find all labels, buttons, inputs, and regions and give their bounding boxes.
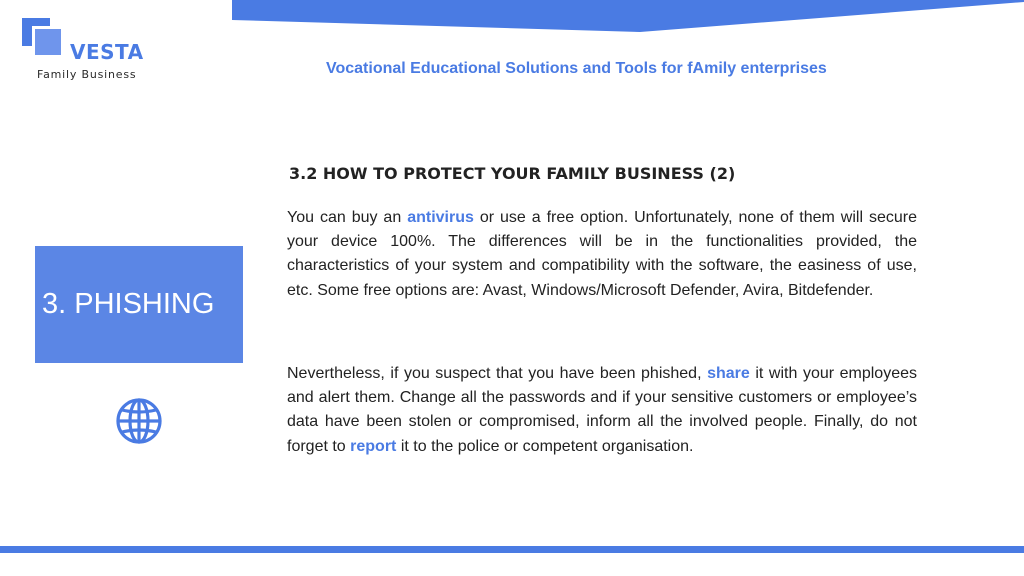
highlight-antivirus: antivirus: [407, 209, 474, 226]
paragraph-antivirus: [287, 206, 917, 303]
para2-text-1: Nevertheless, if you suspect that you have been phished,: [287, 365, 708, 382]
para1-text-1: You can buy an: [287, 209, 408, 226]
highlight-share: share: [707, 365, 750, 382]
highlight-report: report: [350, 437, 397, 455]
header-title: Vocational Educational Solutions and Tools for fAmily enterprises: [326, 60, 827, 77]
section-box: [35, 246, 243, 363]
paragraph-response: [287, 362, 917, 459]
bottom-decorative-bar: [0, 546, 1024, 553]
para2-text-3: it to the police or competent organisation.: [396, 437, 694, 455]
section-label: 3. PHISHING: [42, 288, 215, 320]
para2-text-2: it with your employees and alert them. Change all the passwords and if your sensitive customers or employee’s data have been stolen or compromised, inform all the involved people. Finally, do not forget to: [287, 365, 918, 455]
slide-title: 3.2 HOW TO PROTECT YOUR FAMILY BUSINESS (2): [289, 164, 736, 183]
globe-icon: [114, 396, 164, 446]
logo-square-front: [32, 26, 64, 58]
logo-name: VESTA: [70, 40, 144, 64]
vesta-logo: [20, 16, 160, 86]
para1-text-2: or use a free option. Unfortunately, none of them will secure your device 100%. The differences will be in the functionalities provided, the characteristics of your system and compatibility with the software, the easiness of use, etc. Some free options are: Avast, Windows/Microsoft Defender, Avira, Bitdefender.: [287, 209, 917, 299]
logo-subtitle: Family Business: [37, 68, 137, 81]
